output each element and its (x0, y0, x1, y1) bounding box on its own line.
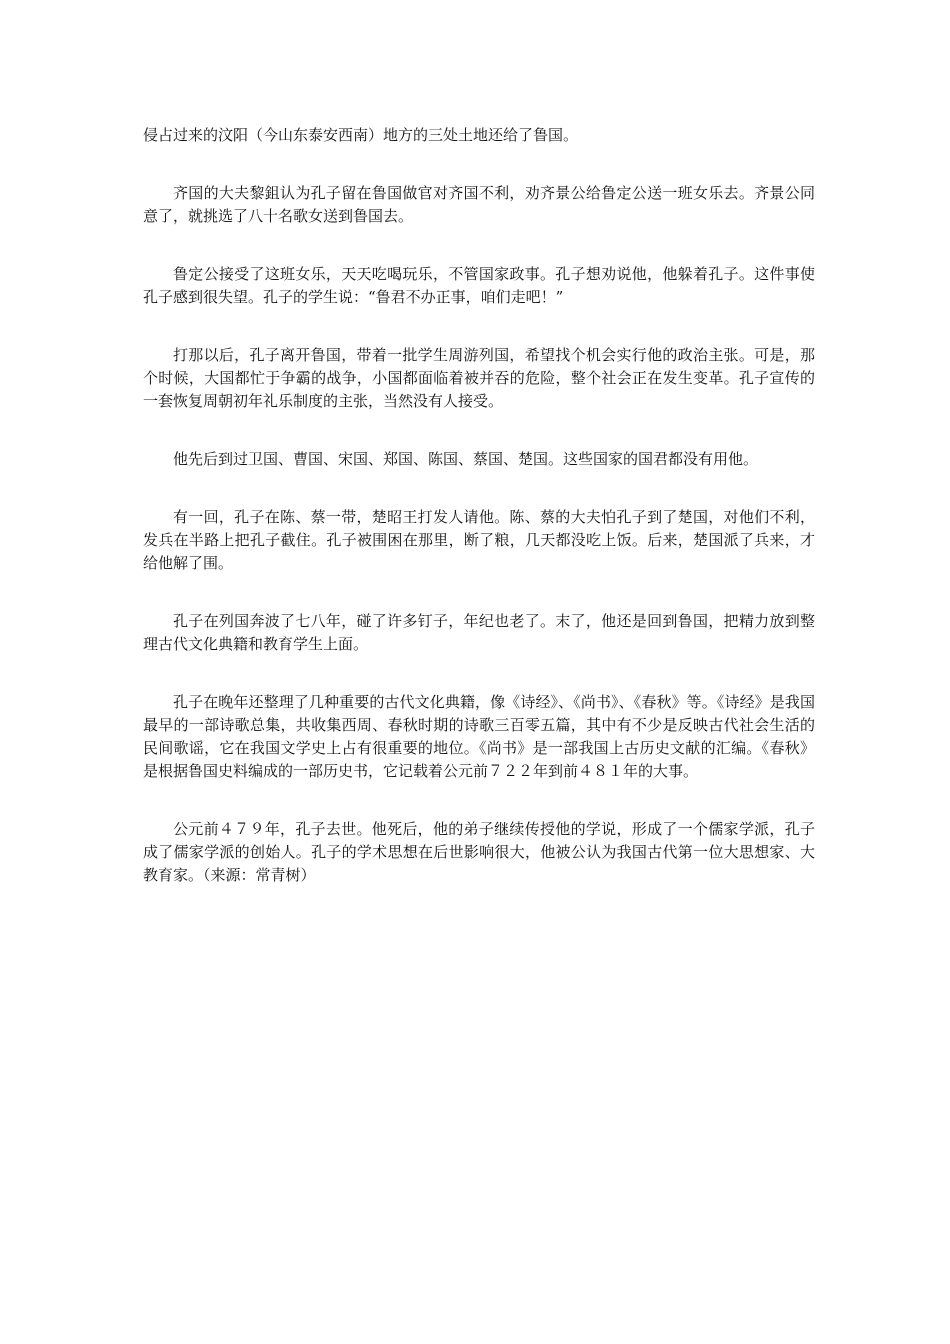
paragraph-3: 鲁定公接受了这班女乐，天天吃喝玩乐，不管国家政事。孔子想劝说他，他躲着孔子。这件事使孔子感到很失望。孔子的学生说：“鲁君不办正事，咱们走吧！” (143, 265, 815, 306)
paragraph-9: 公元前４７９年，孔子去世。他死后，他的弟子继续传授他的学说，形成了一个儒家学派，孔子成了儒家学派的创始人。孔子的学术思想在后世影响很大，他被公认为我国古代第一位大思想家、大教育家。（来源：常青树） (143, 820, 815, 884)
paragraph-7: 孔子在列国奔波了七八年，碰了许多钉子，年纪也老了。末了，他还是回到鲁国，把精力放到整理古代文化典籍和教育学生上面。 (143, 612, 815, 653)
paragraph-6: 有一回，孔子在陈、蔡一带，楚昭王打发人请他。陈、蔡的大夫怕孔子到了楚国，对他们不利，发兵在半路上把孔子截住。孔子被围困在那里，断了粮，几天都没吃上饭。后来，楚国派了兵来，才给他解了围。 (143, 508, 815, 572)
paragraph-1: 侵占过来的汶阳（今山东泰安西南）地方的三处土地还给了鲁国。 (143, 126, 579, 144)
paragraph-8: 孔子在晚年还整理了几种重要的古代文化典籍，像《诗经》、《尚书》、《春秋》等。《诗经》是我国最早的一部诗歌总集，共收集西周、春秋时期的诗歌三百零五篇，其中有不少是反映古代社会生活的民间歌谣，它在我国文学史上占有很重要的地位。《尚书》是一部我国上古历史文献的汇编。《春秋》是根据鲁国史料编成的一部历史书，它记载着公元前７２２年到前４８１年的大事。 (143, 693, 815, 780)
paragraph-4: 打那以后，孔子离开鲁国，带着一批学生周游列国，希望找个机会实行他的政治主张。可是，那个时候，大国都忙于争霸的战争，小国都面临着被并吞的危险，整个社会正在发生变革。孔子宣传的一套恢复周朝初年礼乐制度的主张，当然没有人接受。 (143, 346, 815, 410)
paragraph-5: 他先后到过卫国、曹国、宋国、郑国、陈国、蔡国、楚国。这些国家的国君都没有用他。 (173, 450, 759, 468)
document-body (143, 124, 815, 922)
paragraph-2: 齐国的大夫黎鉏认为孔子留在鲁国做官对齐国不利，劝齐景公给鲁定公送一班女乐去。齐景公同意了，就挑选了八十名歌女送到鲁国去。 (143, 184, 815, 225)
